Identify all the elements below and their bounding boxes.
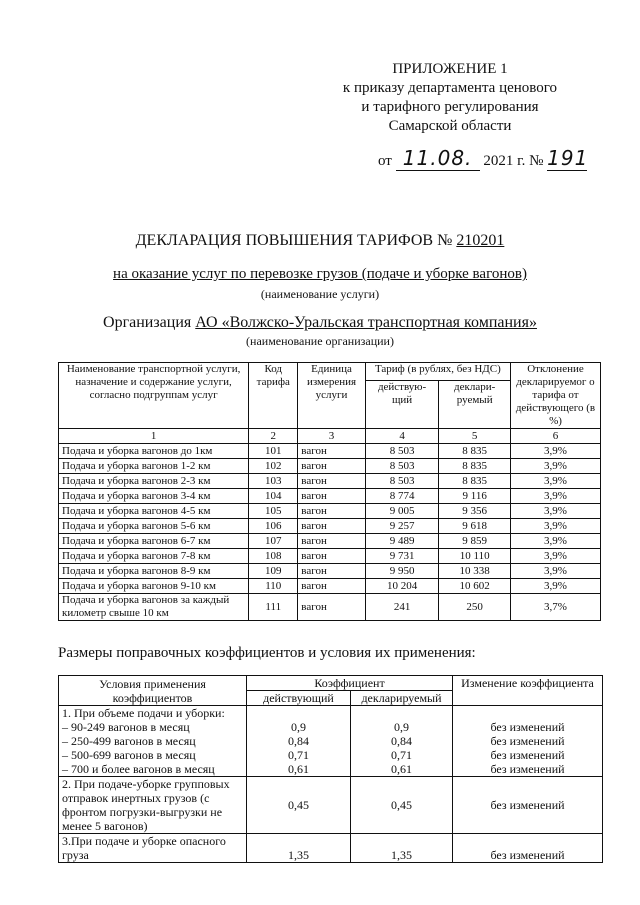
coef-condition: – 700 и более вагонов в месяц <box>59 762 247 777</box>
tariff-deviation: 3,9% <box>510 444 600 459</box>
coef-declared: 0,9 <box>351 720 453 734</box>
declaration-title: ДЕКЛАРАЦИЯ ПОВЫШЕНИЯ ТАРИФОВ № 210201 <box>135 232 505 249</box>
org-caption: (наименование организации) <box>246 334 394 348</box>
tariff-unit: вагон <box>298 579 365 594</box>
header-code: Код тарифа <box>249 363 298 429</box>
appendix-header <box>300 60 600 136</box>
tariff-current: 241 <box>365 594 439 621</box>
coef-current: 1,35 <box>247 834 351 863</box>
coef-empty <box>247 706 351 721</box>
tariff-unit: вагон <box>298 594 365 621</box>
tariff-service-name: Подача и уборка вагонов до 1км <box>59 444 249 459</box>
coef-declared: 0,61 <box>351 762 453 777</box>
tariff-code: 103 <box>249 474 298 489</box>
header-deviation: Отклонение декларируемог о тарифа от действующего (в %) <box>510 363 600 429</box>
tariff-current: 8 503 <box>365 474 439 489</box>
tariff-row <box>59 594 601 621</box>
tariff-table <box>58 362 601 621</box>
tariff-unit: вагон <box>298 504 365 519</box>
tariff-declared: 10 602 <box>439 579 511 594</box>
org-name: АО «Волжско-Уральская транспортная компания» <box>195 314 537 331</box>
tariff-service-name: Подача и уборка вагонов 2-3 км <box>59 474 249 489</box>
tariff-declared: 9 618 <box>439 519 511 534</box>
header-coef: Коэффициент <box>247 676 453 691</box>
tariff-current: 9 731 <box>365 549 439 564</box>
tariff-unit: вагон <box>298 564 365 579</box>
col-number: 2 <box>249 429 298 444</box>
tariff-deviation: 3,9% <box>510 474 600 489</box>
tariff-current: 9 489 <box>365 534 439 549</box>
coef-current: 0,84 <box>247 734 351 748</box>
header-current: действую-щий <box>365 380 439 428</box>
tariff-unit: вагон <box>298 474 365 489</box>
coef-empty <box>351 706 453 721</box>
tariff-row <box>59 534 601 549</box>
tariff-code: 110 <box>249 579 298 594</box>
coef-current: 0,9 <box>247 720 351 734</box>
coef-change: без изменений <box>453 834 603 863</box>
coef-row <box>59 777 603 834</box>
coef-condition: 3.При подаче и уборке опасного груза <box>59 834 247 863</box>
coef-declared: 0,84 <box>351 734 453 748</box>
col-number: 1 <box>59 429 249 444</box>
coef-condition: 2. При подаче-уборке групповых отправок инертных грузов (с фронтом погрузки-выгрузки не менее 5 вагонов) <box>59 777 247 834</box>
col-number: 4 <box>365 429 439 444</box>
tariff-deviation: 3,9% <box>510 504 600 519</box>
tariff-row <box>59 579 601 594</box>
coef-section-title: Размеры поправочных коэффициентов и условия их применения: <box>58 645 476 661</box>
tariff-deviation: 3,9% <box>510 579 600 594</box>
tariff-header-row <box>59 363 601 381</box>
tariff-current: 8 503 <box>365 459 439 474</box>
tariff-unit: вагон <box>298 489 365 504</box>
tariff-code: 105 <box>249 504 298 519</box>
tariff-row <box>59 489 601 504</box>
col-number: 5 <box>439 429 511 444</box>
tariff-deviation: 3,9% <box>510 459 600 474</box>
tariff-deviation: 3,9% <box>510 489 600 504</box>
tariff-deviation: 3,9% <box>510 549 600 564</box>
column-numbers-row <box>59 429 601 444</box>
tariff-unit: вагон <box>298 444 365 459</box>
col-number: 6 <box>510 429 600 444</box>
appendix-line: к приказу департамента ценового <box>342 80 558 96</box>
org-prefix: Организация <box>103 314 192 331</box>
coef-empty <box>453 706 603 721</box>
tariff-service-name: Подача и уборка вагонов 8-9 км <box>59 564 249 579</box>
coef-declared: 0,45 <box>351 777 453 834</box>
tariff-row <box>59 564 601 579</box>
tariff-code: 106 <box>249 519 298 534</box>
tariff-service-name: Подача и уборка вагонов 5-6 км <box>59 519 249 534</box>
order-year: 2021 г. № <box>483 153 544 169</box>
tariff-declared: 8 835 <box>439 444 511 459</box>
header-change: Изменение коэффициента <box>453 676 603 706</box>
tariff-declared: 10 110 <box>439 549 511 564</box>
tariff-code: 102 <box>249 459 298 474</box>
tariff-current: 9 005 <box>365 504 439 519</box>
order-date-number <box>378 146 587 171</box>
coef-row <box>59 734 603 748</box>
tariff-declared: 10 338 <box>439 564 511 579</box>
tariff-service-name: Подача и уборка вагонов 7-8 км <box>59 549 249 564</box>
tariff-declared: 8 835 <box>439 474 511 489</box>
appendix-title: ПРИЛОЖЕНИЕ 1 <box>392 61 508 77</box>
tariff-service-name: Подача и уборка вагонов 9-10 км <box>59 579 249 594</box>
order-date-handwritten: 11.08. <box>402 146 473 170</box>
tariff-service-name: Подача и уборка вагонов 6-7 км <box>59 534 249 549</box>
coef-condition: – 500-699 вагонов в месяц <box>59 748 247 762</box>
header-conditions: Условия применения коэффициентов <box>59 676 247 706</box>
coef-group-title: 1. При объеме подачи и уборки: <box>59 706 247 721</box>
coef-group-row <box>59 706 603 721</box>
tariff-current: 8 503 <box>365 444 439 459</box>
coef-change: без изменений <box>453 777 603 834</box>
tariff-unit: вагон <box>298 519 365 534</box>
coef-current: 0,61 <box>247 762 351 777</box>
tariff-current: 10 204 <box>365 579 439 594</box>
appendix-line: Самарской области <box>388 118 512 134</box>
coef-declared: 1,35 <box>351 834 453 863</box>
coef-current: 0,45 <box>247 777 351 834</box>
coef-change: без изменений <box>453 762 603 777</box>
order-number-handwritten: 191 <box>547 146 589 170</box>
tariff-deviation: 3,7% <box>510 594 600 621</box>
order-prefix: от <box>378 153 392 169</box>
tariff-current: 9 950 <box>365 564 439 579</box>
coef-condition: – 250-499 вагонов в месяц <box>59 734 247 748</box>
service-name: на оказание услуг по перевозке грузов (подаче и уборке вагонов) <box>113 266 527 282</box>
coef-header-row <box>59 676 603 691</box>
tariff-current: 9 257 <box>365 519 439 534</box>
tariff-deviation: 3,9% <box>510 564 600 579</box>
tariff-service-name: Подача и уборка вагонов 3-4 км <box>59 489 249 504</box>
tariff-declared: 9 859 <box>439 534 511 549</box>
tariff-service-name: Подача и уборка вагонов 1-2 км <box>59 459 249 474</box>
appendix-line: и тарифного регулирования <box>361 99 539 115</box>
coef-change: без изменений <box>453 734 603 748</box>
tariff-declared: 9 356 <box>439 504 511 519</box>
declaration-number: 210201 <box>456 232 505 249</box>
coef-current: 0,71 <box>247 748 351 762</box>
tariff-code: 101 <box>249 444 298 459</box>
tariff-service-name: Подача и уборка вагонов за каждый километр свыше 10 км <box>59 594 249 621</box>
tariff-code: 109 <box>249 564 298 579</box>
coef-row <box>59 748 603 762</box>
tariff-row <box>59 519 601 534</box>
service-caption: (наименование услуги) <box>260 287 380 301</box>
tariff-declared: 9 116 <box>439 489 511 504</box>
coef-change: без изменений <box>453 720 603 734</box>
header-name: Наименование транспортной услуги, назначение и содержание услуги, согласно подгруппам услуг <box>59 363 249 429</box>
coef-row <box>59 720 603 734</box>
tariff-row <box>59 549 601 564</box>
tariff-declared: 250 <box>439 594 511 621</box>
header-coef-current: действующий <box>247 691 351 706</box>
tariff-service-name: Подача и уборка вагонов 4-5 км <box>59 504 249 519</box>
tariff-code: 107 <box>249 534 298 549</box>
header-unit: Единица измерения услуги <box>298 363 365 429</box>
header-coef-declared: декларируемый <box>351 691 453 706</box>
col-number: 3 <box>298 429 365 444</box>
tariff-unit: вагон <box>298 459 365 474</box>
coef-table <box>58 675 603 863</box>
coef-change: без изменений <box>453 748 603 762</box>
tariff-row <box>59 459 601 474</box>
tariff-row <box>59 504 601 519</box>
tariff-deviation: 3,9% <box>510 519 600 534</box>
tariff-unit: вагон <box>298 534 365 549</box>
organization <box>0 314 640 332</box>
tariff-code: 104 <box>249 489 298 504</box>
tariff-unit: вагон <box>298 549 365 564</box>
header-declared: деклари-руемый <box>439 380 511 428</box>
coef-row <box>59 834 603 863</box>
header-tariff: Тариф (в рублях, без НДС) <box>365 363 510 381</box>
tariff-row <box>59 474 601 489</box>
tariff-deviation: 3,9% <box>510 534 600 549</box>
coef-declared: 0,71 <box>351 748 453 762</box>
coef-row <box>59 762 603 777</box>
tariff-code: 108 <box>249 549 298 564</box>
tariff-row <box>59 444 601 459</box>
tariff-declared: 8 835 <box>439 459 511 474</box>
coef-condition: – 90-249 вагонов в месяц <box>59 720 247 734</box>
tariff-current: 8 774 <box>365 489 439 504</box>
tariff-code: 111 <box>249 594 298 621</box>
